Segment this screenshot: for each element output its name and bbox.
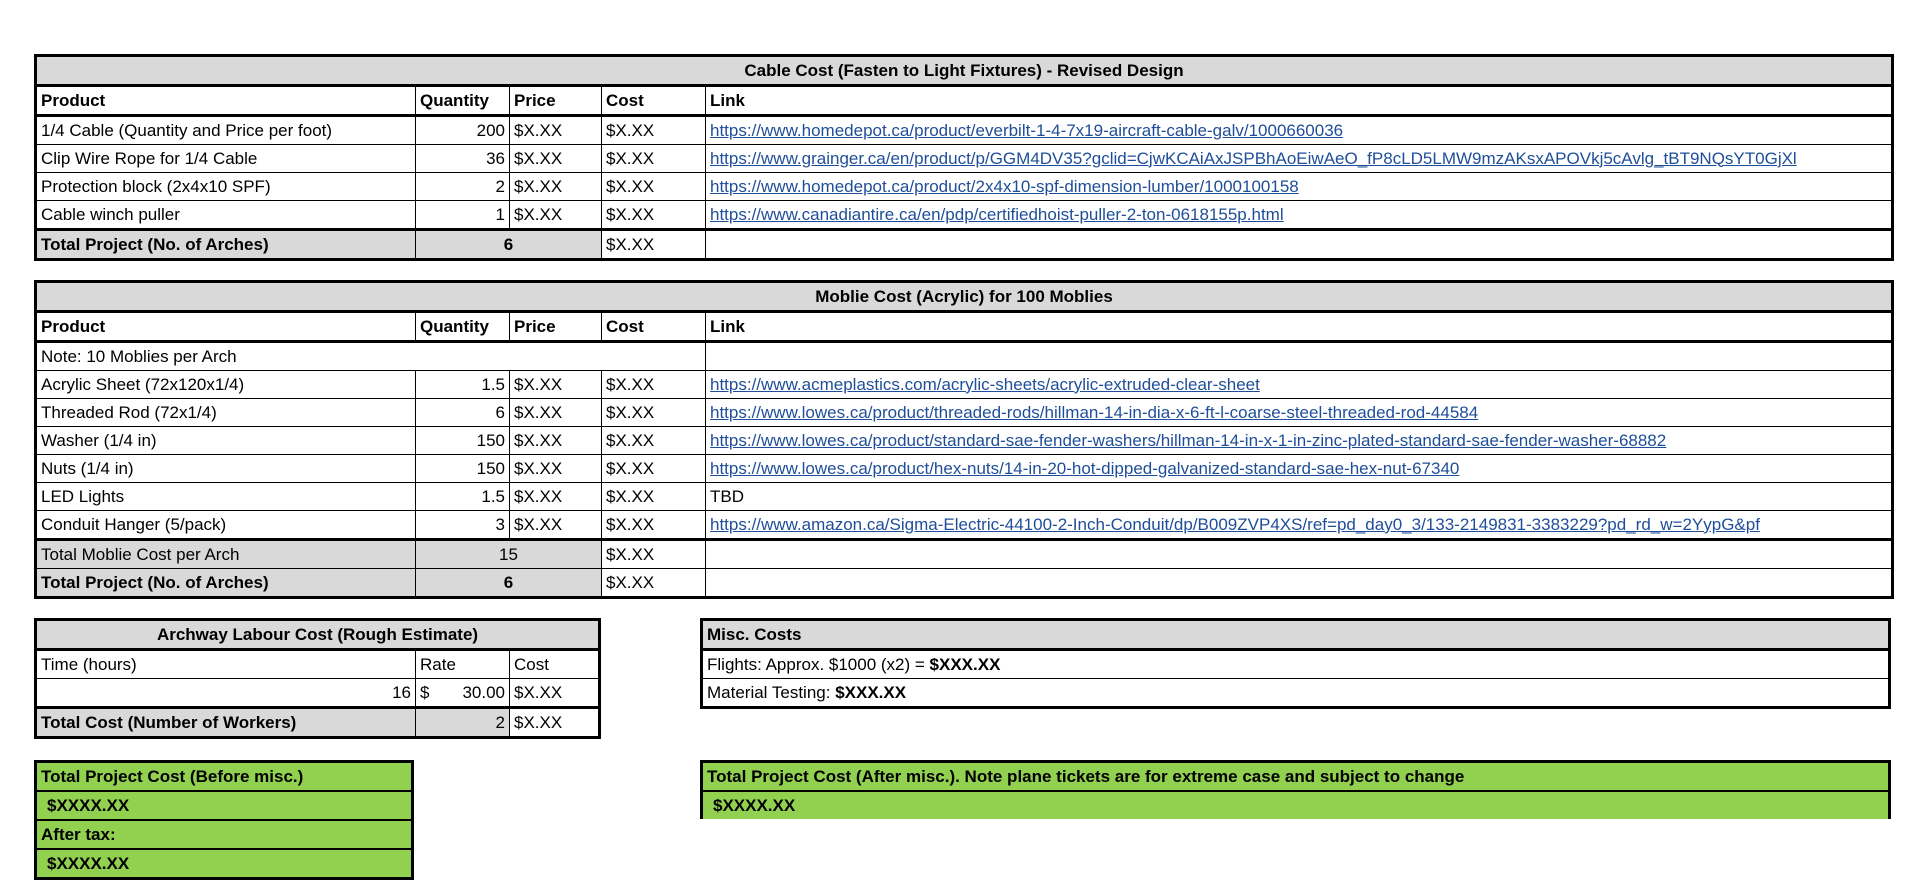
quantity-cell: 150 (416, 455, 510, 483)
total-quantity: 6 (416, 569, 602, 598)
table-row (36, 511, 1893, 540)
product-link[interactable]: https://www.lowes.ca/product/hex-nuts/14-in-20-hot-dipped-galvanized-standard-sae-hex-nut-67340 (710, 458, 1460, 478)
cost-cell: $X.XX (602, 511, 706, 540)
quantity-cell: 3 (416, 511, 510, 540)
price-cell: $X.XX (510, 116, 602, 145)
quantity-cell: 1.5 (416, 371, 510, 399)
total-cost: $X.XX (602, 569, 706, 598)
testing-label: Material Testing: (707, 682, 836, 702)
col-header-quantity: Quantity (416, 312, 510, 342)
total-quantity: 6 (416, 230, 602, 260)
link-cell (706, 455, 1893, 483)
cable-cost-table (34, 54, 1894, 261)
col-header-link: Link (706, 312, 1893, 342)
cost-cell: $X.XX (602, 201, 706, 230)
rate-value: 30.00 (462, 682, 505, 702)
hours-cell: 16 (36, 679, 416, 708)
total-row (36, 230, 1893, 260)
mobile-table-title: Moblie Cost (Acrylic) for 100 Moblies (36, 282, 1893, 312)
note-cell: Note: 10 Moblies per Arch (36, 342, 706, 371)
table-row (36, 116, 1893, 145)
subtotal-row (36, 540, 1893, 569)
testing-cell (702, 679, 1890, 708)
empty-cell (706, 569, 1893, 598)
col-header-quantity: Quantity (416, 86, 510, 116)
price-cell: $X.XX (510, 455, 602, 483)
cost-cell: $X.XX (510, 679, 600, 708)
after-tax-label: After tax: (36, 820, 413, 849)
table-row (36, 371, 1893, 399)
quantity-cell: 1 (416, 201, 510, 230)
link-cell (706, 201, 1893, 230)
after-tax-value: $XXXX.XX (36, 849, 413, 879)
product-cell: Protection block (2x4x10 SPF) (36, 173, 416, 201)
mobile-header-row (36, 312, 1893, 342)
total-before-value: $XXXX.XX (36, 791, 413, 820)
product-cell: LED Lights (36, 483, 416, 511)
table-row (36, 399, 1893, 427)
product-cell: 1/4 Cable (Quantity and Price per foot) (36, 116, 416, 145)
product-cell: Nuts (1/4 in) (36, 455, 416, 483)
link-cell (706, 371, 1893, 399)
product-cell: Cable winch puller (36, 201, 416, 230)
table-row (36, 455, 1893, 483)
cost-cell: $X.XX (602, 483, 706, 511)
workers-cell: 2 (416, 708, 510, 738)
link-cell (706, 399, 1893, 427)
col-header-product: Product (36, 86, 416, 116)
col-header-cost: Cost (602, 86, 706, 116)
table-row (36, 483, 1893, 511)
total-cost: $X.XX (602, 230, 706, 260)
link-cell (706, 116, 1893, 145)
empty-cell (706, 540, 1893, 569)
product-cell: Conduit Hanger (5/pack) (36, 511, 416, 540)
price-cell: $X.XX (510, 511, 602, 540)
flights-label: Flights: Approx. $1000 (x2) = (707, 654, 930, 674)
link-cell (706, 173, 1893, 201)
col-header-link: Link (706, 86, 1893, 116)
price-cell: $X.XX (510, 201, 602, 230)
cost-cell: $X.XX (602, 116, 706, 145)
cost-cell: $X.XX (602, 399, 706, 427)
price-cell: $X.XX (510, 399, 602, 427)
price-cell: $X.XX (510, 173, 602, 201)
col-header-time: Time (hours) (36, 650, 416, 679)
cable-table-title: Cable Cost (Fasten to Light Fixtures) - Revised Design (36, 56, 1893, 86)
note-row (36, 342, 1893, 371)
table-row (36, 145, 1893, 173)
table-row (36, 173, 1893, 201)
flights-value: $XXX.XX (929, 654, 1001, 674)
price-cell: $X.XX (510, 145, 602, 173)
total-before-label: Total Project Cost (Before misc.) (36, 762, 413, 792)
total-label: Total Cost (Number of Workers) (36, 708, 416, 738)
product-link[interactable]: https://www.homedepot.ca/product/everbilt-1-4-7x19-aircraft-cable-galv/1000660036 (710, 120, 1344, 140)
quantity-cell: 6 (416, 399, 510, 427)
link-cell (706, 511, 1893, 540)
link-cell (706, 145, 1893, 173)
labour-table-title: Archway Labour Cost (Rough Estimate) (36, 620, 600, 650)
cost-cell: $X.XX (602, 173, 706, 201)
table-row (36, 201, 1893, 230)
product-link[interactable]: https://www.amazon.ca/Sigma-Electric-44100-2-Inch-Conduit/dp/B009ZVP4XS/ref=pd_day0_3/133-2149831-3383229?pd_rd_w=2YypG&pf (710, 514, 1760, 534)
cost-cell: $X.XX (602, 145, 706, 173)
rate-cell (416, 679, 510, 708)
quantity-cell: 2 (416, 173, 510, 201)
total-label: Total Project (No. of Arches) (36, 230, 416, 260)
table-row (36, 427, 1893, 455)
product-link[interactable]: https://www.grainger.ca/en/product/p/GGM4DV35?gclid=CjwKCAiAxJSPBhAoEiwAeO_fP8cLD5LMW9mzAKsxAPOVkj5cAvlg_tBT9NQsYT0GjXl (710, 148, 1797, 168)
cost-cell: $X.XX (602, 371, 706, 399)
link-cell: TBD (706, 483, 1893, 511)
col-header-price: Price (510, 312, 602, 342)
product-link[interactable]: https://www.lowes.ca/product/threaded-rods/hillman-14-in-dia-x-6-ft-l-coarse-steel-threaded-rod-44584 (710, 402, 1479, 422)
col-header-cost: Cost (602, 312, 706, 342)
total-cost: $X.XX (510, 708, 600, 738)
price-cell: $X.XX (510, 483, 602, 511)
total-label: Total Project (No. of Arches) (36, 569, 416, 598)
labour-header-row (36, 650, 600, 679)
empty-cell (706, 342, 1893, 371)
product-cell: Threaded Rod (72x1/4) (36, 399, 416, 427)
misc-costs-table (700, 618, 1891, 709)
cost-cell: $X.XX (602, 427, 706, 455)
empty-cell (706, 230, 1893, 260)
product-link[interactable]: https://www.homedepot.ca/product/2x4x10-spf-dimension-lumber/1000100158 (710, 176, 1299, 196)
price-cell: $X.XX (510, 371, 602, 399)
labour-values-row (36, 679, 600, 708)
subtotal-cost: $X.XX (602, 540, 706, 569)
price-cell: $X.XX (510, 427, 602, 455)
cost-cell: $X.XX (602, 455, 706, 483)
link-cell (706, 427, 1893, 455)
col-header-price: Price (510, 86, 602, 116)
total-after-value: $XXXX.XX (702, 791, 1890, 819)
subtotal-quantity: 15 (416, 540, 602, 569)
rate-currency: $ (420, 682, 430, 702)
product-link[interactable]: https://www.acmeplastics.com/acrylic-sheets/acrylic-extruded-clear-sheet (710, 374, 1260, 394)
product-cell: Washer (1/4 in) (36, 427, 416, 455)
col-header-cost: Cost (510, 650, 600, 679)
cable-header-row (36, 86, 1893, 116)
total-row (36, 569, 1893, 598)
quantity-cell: 36 (416, 145, 510, 173)
product-link[interactable]: https://www.lowes.ca/product/standard-sae-fender-washers/hillman-14-in-x-1-in-zinc-plated-standard-sae-fender-washer-68882 (710, 430, 1667, 450)
col-header-rate: Rate (416, 650, 510, 679)
quantity-cell: 1.5 (416, 483, 510, 511)
subtotal-label: Total Moblie Cost per Arch (36, 540, 416, 569)
flights-cell (702, 650, 1890, 679)
total-row (36, 708, 600, 738)
mobile-cost-table (34, 280, 1894, 599)
total-before-misc-block (34, 760, 414, 880)
labour-cost-table (34, 618, 601, 739)
total-after-label: Total Project Cost (After misc.). Note plane tickets are for extreme case and subject to change (702, 762, 1890, 792)
quantity-cell: 200 (416, 116, 510, 145)
product-link[interactable]: https://www.canadiantire.ca/en/pdp/certifiedhoist-puller-2-ton-0618155p.html (710, 204, 1284, 224)
testing-value: $XXX.XX (835, 682, 907, 702)
product-cell: Clip Wire Rope for 1/4 Cable (36, 145, 416, 173)
total-after-misc-block (700, 760, 1891, 819)
misc-title: Misc. Costs (702, 620, 1890, 650)
quantity-cell: 150 (416, 427, 510, 455)
col-header-product: Product (36, 312, 416, 342)
product-cell: Acrylic Sheet (72x120x1/4) (36, 371, 416, 399)
